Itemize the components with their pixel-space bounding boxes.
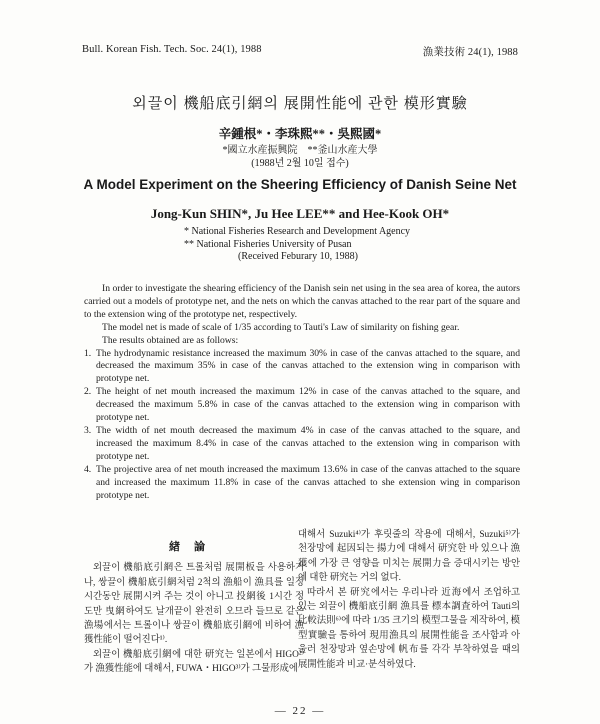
result-item-2 xyxy=(84,386,520,425)
result-item-4 xyxy=(84,464,520,503)
english-title: A Model Experiment on the Sheering Efficiency of Danish Seine Net xyxy=(83,177,517,192)
english-affiliations xyxy=(184,226,410,264)
result-text: The projective area of net mouth increased the maximum 13.6% in case of the canvas attached to the square and increased the maximum 11.8% in case of the canvas attached to she extension wing in comparison prototype net. xyxy=(96,463,520,501)
running-head-left: Bull. Korean Fish. Tech. Soc. 24(1), 1988 xyxy=(82,44,262,55)
affiliation-2: ** National Fisheries University of Pusan xyxy=(184,238,352,250)
running-head-right: 漁業技術 24(1), 1988 xyxy=(422,47,518,58)
body-column-right xyxy=(298,528,520,672)
abstract xyxy=(84,283,520,502)
result-text: The width of net mouth decreased the maximum 4% in case of the canvas attached to the square, and increased the maximum 8.4% in case of the canvas attached to the extension wing in comparison with prototype net. xyxy=(96,424,520,462)
body-paragraph: 외끌이 機船底引網은 트롤처럼 展開板을 사용하거나, 쌍끌이 機船底引網처럼 2척의 漁船이 漁具를 일정 시간동안 展開시켜 주는 것이 아니고 投網後 1시간 정도만 曳網하여도 날개끝이 완전히 오므라 들므로 같은 漁場에서는 트롤이나 쌍끌이 機船底引網에 비하여 漁獲性能이 떨어진다¹⁾. xyxy=(84,563,304,646)
english-received-date: (Received Feburary 10, 1988) xyxy=(238,251,358,262)
english-authors: Jong-Kun SHIN*, Ju Hee LEE** and Hee-Kook OH* xyxy=(150,206,450,221)
result-text: The hydrodynamic resistance increased the maximum 30% in case of the canvas attached to the square, and decreased the maximum 35% in case of the canvas attached to the extension wing in comparison with prototype net. xyxy=(96,347,520,385)
affiliation-1: * National Fisheries Research and Development Agency xyxy=(184,226,411,237)
result-number: 1. xyxy=(84,347,92,359)
abstract-paragraph-1: In order to investigate the shearing efficiency of the Danish sein net using in the sea area of korea, the autors carried out a models of prototype net, and the nets on which the canvas attached to the rear part of the square and to the extension wing of the prototype net, respectively. xyxy=(84,283,520,320)
body-column-left xyxy=(84,540,304,677)
result-number: 2. xyxy=(84,386,92,398)
result-number: 4. xyxy=(84,463,92,475)
result-item-3 xyxy=(84,425,520,464)
results-list xyxy=(84,348,520,503)
result-text: The height of net mouth increased the maximum 12% in case of the canvas attached to the square, and decreased the maximum 5.8% in case of the canvas attached to the extension wing in comparison with prototype net. xyxy=(96,386,520,424)
abstract-paragraph-3: The results obtained are as follows: xyxy=(102,334,239,346)
body-paragraph: 대해서 Suzuki⁴⁾가 후릿줄의 작용에 대해서, Suzuki⁵⁾가 천장망에 起因되는 揚力에 대해서 研究한 바 있으나 漁獲에 가장 큰 영향을 미치는 展開力을 증대시키는 방안에 대한 研究는 거의 없다. xyxy=(298,530,520,584)
korean-received-date: (1988년 2월 10일 접수) xyxy=(251,158,349,169)
body-paragraph: 따라서 본 研究에서는 우리나라 近海에서 조업하고 있는 외끌이 機船底引網 漁具를 標本調査하여 Tauti의 比較法則⁶⁾에 따라 1/35 크기의 模型그물을 제작하여, 模型實驗을 통하여 現用漁具의 展開性能을 조사함과 아울러 천장망과 옆손망에 帆布를 각각 부착하였을 때의 展開性能과 비교·분석하였다. xyxy=(298,587,521,670)
korean-title: 외끌이 機船底引網의 展開性能에 관한 模形實驗 xyxy=(132,96,468,112)
body-paragraph: 외끌이 機船底引網에 대한 研究는 일본에서 HIGO²⁾가 漁獲性能에 대해서, FUWA・HIGO³⁾가 그물形成에 xyxy=(84,649,304,675)
page-number: — 22 — xyxy=(274,705,326,717)
result-number: 3. xyxy=(84,424,92,436)
section-heading-introduction: 緖論 xyxy=(169,541,219,553)
running-head xyxy=(82,44,518,59)
korean-authors: 辛鍾根*・李珠熙**・吳熙國* xyxy=(218,127,382,141)
result-item-1 xyxy=(84,348,520,387)
korean-affiliations: *國立水産振興院 **釜山水産大學 xyxy=(222,145,378,156)
abstract-paragraph-2: The model net is made of scale of 1/35 according to Tauti's Law of similarity on fishing gear. xyxy=(102,321,460,333)
